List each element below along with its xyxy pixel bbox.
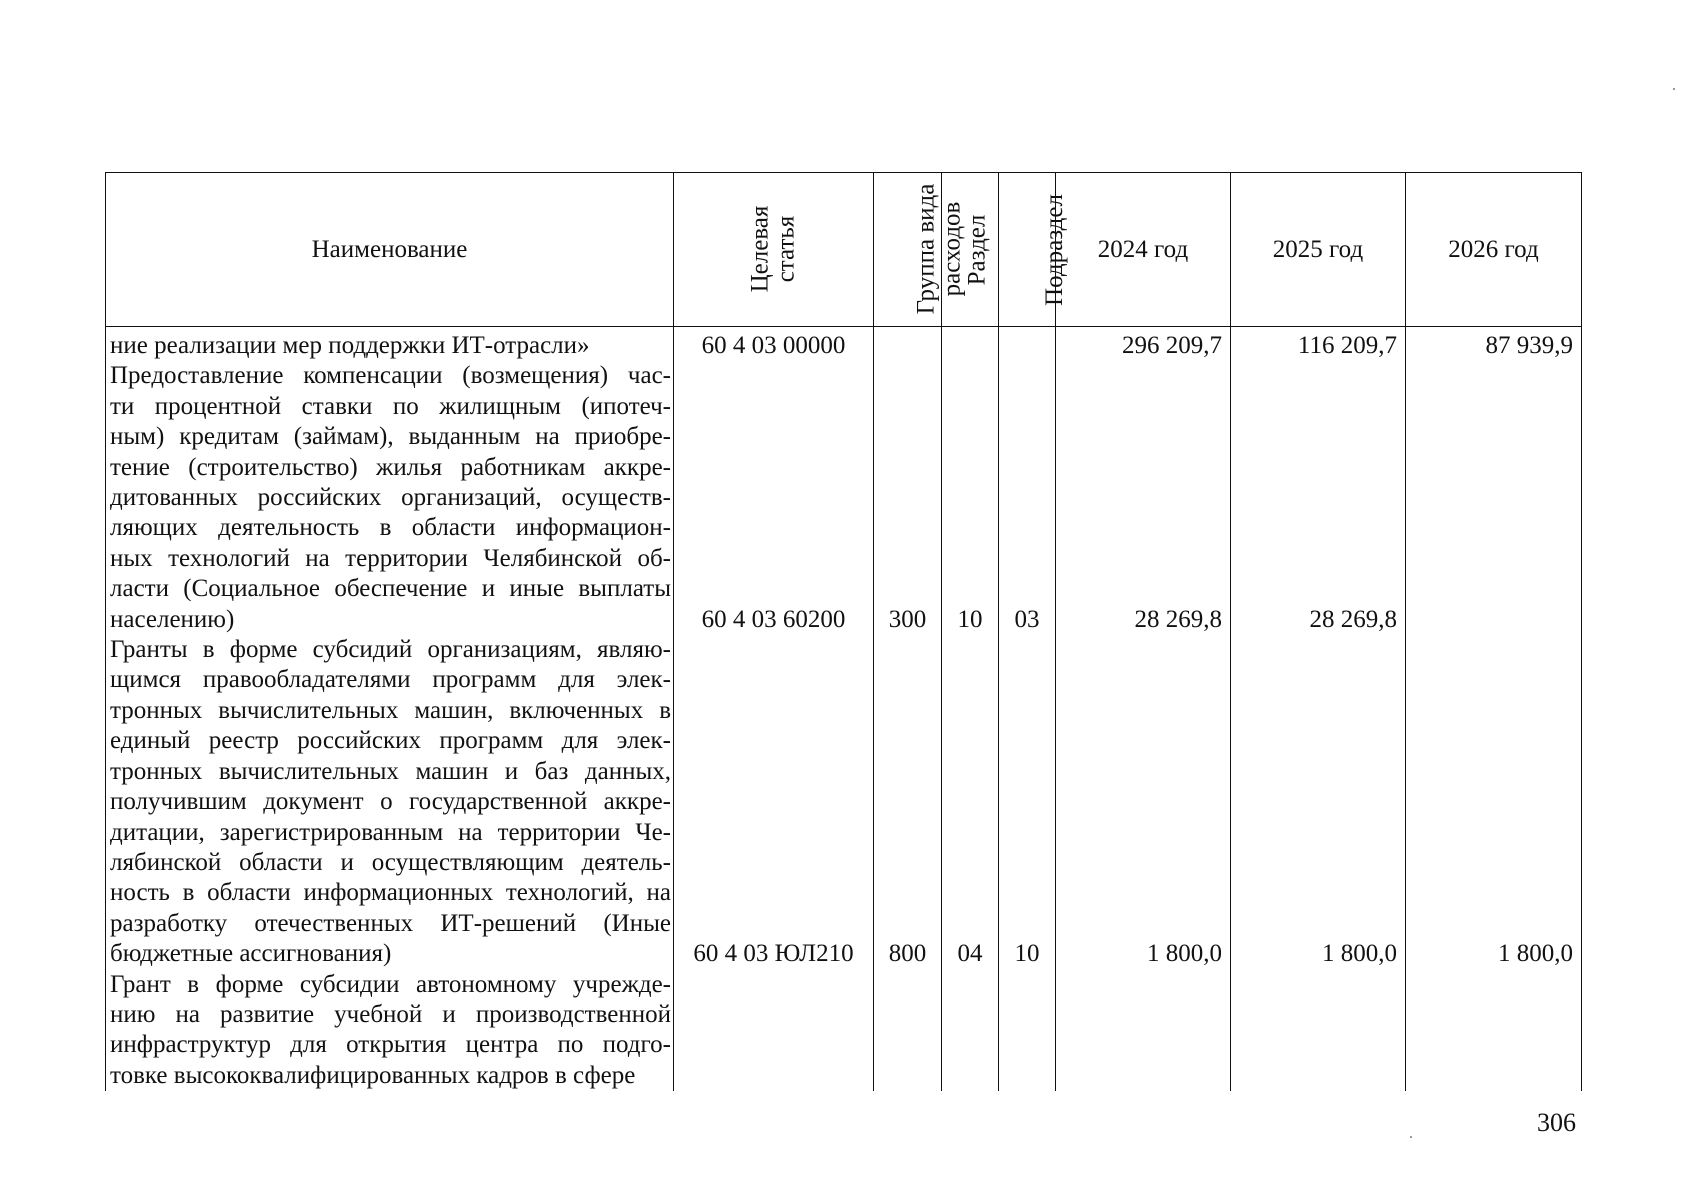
name-line: товке высококвалифицированных кадров в сфере — [110, 1061, 636, 1089]
cell-subsection — [999, 327, 1056, 362]
budget-table — [105, 172, 1582, 1091]
name-line: ти процентной ставки по жилищным (ипотеч- — [110, 392, 671, 420]
name-line: ных технологий на территории Челябинской об- — [110, 544, 671, 572]
cell-target-article — [674, 970, 874, 1092]
scan-speck — [1673, 88, 1675, 90]
name-line: ляющих деятельность в области информацион- — [110, 514, 671, 542]
header-subsection: Подраздел — [999, 173, 1056, 327]
cell-2026: 1 800,0 — [1406, 635, 1582, 969]
name-line: тронных вычислительных машин, включенных в — [110, 696, 671, 724]
table-row — [106, 327, 1582, 362]
name-line: нию на развитие учебной и производственной — [110, 1000, 671, 1028]
name-line: дитованных российских организаций, осуществ- — [110, 484, 671, 512]
cell-name — [106, 361, 674, 635]
cell-2025 — [1231, 970, 1406, 1092]
cell-expense-group — [874, 970, 942, 1092]
table-row — [106, 970, 1582, 1092]
header-2024: 2024 год — [1056, 173, 1231, 327]
name-line: лябинской области и осуществляющим деятель- — [110, 848, 671, 876]
cell-section — [942, 970, 999, 1092]
cell-name — [106, 635, 674, 969]
name-line: щимся правообладателями программ для элек- — [110, 666, 671, 694]
name-line: Предоставление компенсации (возмещения) час- — [110, 362, 671, 390]
name-line: Грант в форме субсидии автономному учрежде- — [110, 970, 671, 998]
cell-expense-group — [874, 327, 942, 362]
cell-2026 — [1406, 970, 1582, 1092]
cell-expense-group: 300 — [874, 361, 942, 635]
scan-speck — [1410, 1136, 1412, 1138]
cell-2025: 1 800,0 — [1231, 635, 1406, 969]
cell-section: 04 — [942, 635, 999, 969]
cell-2026 — [1406, 361, 1582, 635]
header-expense-group: Группа вида расходов — [874, 173, 942, 327]
name-line: бюджетные ассигнования) — [110, 940, 392, 968]
page-number: 306 — [1537, 1108, 1576, 1137]
name-line: ным) кредитам (займам), выданным на приобре- — [110, 423, 671, 451]
header-target-article: Целевая статья — [674, 173, 874, 327]
cell-target-article: 60 4 03 00000 — [674, 327, 874, 362]
cell-2024: 1 800,0 — [1056, 635, 1231, 969]
header-2025: 2025 год — [1231, 173, 1406, 327]
name-line: ность в области информационных технологий, на — [110, 879, 671, 907]
name-line: тронных вычислительных машин и баз данных, — [110, 757, 671, 785]
cell-name — [106, 327, 674, 362]
cell-subsection — [999, 970, 1056, 1092]
name-line: разработку отечественных ИТ-решений (Иные — [110, 909, 671, 937]
cell-2026: 87 939,9 — [1406, 327, 1582, 362]
name-line: Гранты в форме субсидий организациям, являю- — [110, 636, 671, 664]
cell-expense-group: 800 — [874, 635, 942, 969]
cell-subsection: 03 — [999, 361, 1056, 635]
cell-subsection: 10 — [999, 635, 1056, 969]
budget-table-container — [105, 172, 1581, 1089]
table-row — [106, 361, 1582, 635]
name-line: инфраструктур для открытия центра по подго- — [110, 1031, 671, 1059]
cell-2024: 28 269,8 — [1056, 361, 1231, 635]
name-line: единый реестр российских программ для элек- — [110, 727, 671, 755]
name-line: дитации, зарегистрированным на территории Че- — [110, 818, 671, 846]
cell-name — [106, 970, 674, 1092]
name-line: получившим документ о государственной аккре- — [110, 788, 671, 816]
header-2026: 2026 год — [1406, 173, 1582, 327]
name-line: тение (строительство) жилья работникам аккре- — [110, 453, 671, 481]
table-header-row — [106, 173, 1582, 327]
cell-target-article: 60 4 03 60200 — [674, 361, 874, 635]
header-name: Наименование — [106, 173, 674, 327]
name-line: населению) — [110, 605, 235, 633]
cell-2024: 296 209,7 — [1056, 327, 1231, 362]
cell-target-article: 60 4 03 ЮЛ210 — [674, 635, 874, 969]
table-row — [106, 635, 1582, 969]
cell-2025: 28 269,8 — [1231, 361, 1406, 635]
name-line: ние реализации мер поддержки ИТ-отрасли» — [110, 332, 590, 359]
name-line: ласти (Социальное обеспечение и иные выплаты — [110, 575, 671, 603]
cell-2024 — [1056, 970, 1231, 1092]
cell-section — [942, 327, 999, 362]
header-section: Раздел — [942, 173, 999, 327]
cell-section: 10 — [942, 361, 999, 635]
cell-2025: 116 209,7 — [1231, 327, 1406, 362]
